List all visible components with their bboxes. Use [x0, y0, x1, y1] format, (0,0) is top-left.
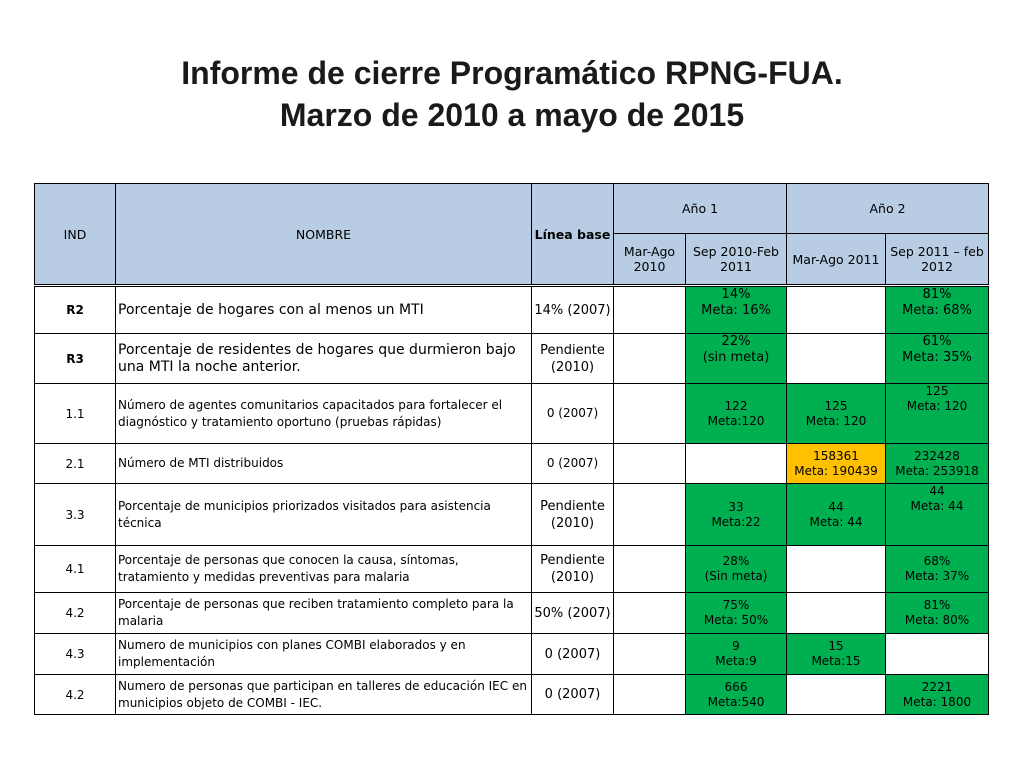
row-p2: 122 Meta:120: [686, 384, 787, 444]
report-table: [34, 183, 989, 715]
row-ind: 4.2: [35, 675, 116, 715]
row-p1: [614, 675, 686, 715]
row-p4: 44 Meta: 44: [886, 484, 989, 546]
row-p4: 81% Meta: 80%: [886, 593, 989, 634]
row-ind: 1.1: [35, 384, 116, 444]
header-year-2: Año 2: [787, 184, 989, 234]
row-ind: R3: [35, 334, 116, 384]
table-row: [35, 593, 989, 634]
row-p2: 22% (sin meta): [686, 334, 787, 384]
row-p4: 81% Meta: 68%: [886, 286, 989, 334]
row-p2: 666 Meta:540: [686, 675, 787, 715]
table-row: [35, 634, 989, 675]
table-row: [35, 444, 989, 484]
row-ind: R2: [35, 286, 116, 334]
row-ind: 4.1: [35, 546, 116, 593]
row-p1: [614, 334, 686, 384]
header-linea-base: Línea base: [532, 184, 614, 286]
row-p3: [787, 334, 886, 384]
row-p3: 44 Meta: 44: [787, 484, 886, 546]
row-p4: 125 Meta: 120: [886, 384, 989, 444]
row-p4: 232428 Meta: 253918: [886, 444, 989, 484]
row-p3: [787, 675, 886, 715]
row-ind: 3.3: [35, 484, 116, 546]
row-base: 14% (2007): [532, 286, 614, 334]
row-p1: [614, 444, 686, 484]
table-row: [35, 484, 989, 546]
table-row: [35, 546, 989, 593]
header-period-2: Sep 2010-Feb 2011: [686, 234, 787, 286]
table-row: [35, 286, 989, 334]
row-p3: 158361 Meta: 190439: [787, 444, 886, 484]
row-p1: [614, 546, 686, 593]
row-nombre: Porcentaje de residentes de hogares que durmieron bajo una MTI la noche anterior.: [116, 334, 532, 384]
row-nombre: Número de agentes comunitarios capacitados para fortalecer el diagnóstico y tratamiento oportuno (pruebas rápidas): [116, 384, 532, 444]
row-p3: [787, 286, 886, 334]
row-nombre: Numero de personas que participan en talleres de educación IEC en municipios objeto de COMBI - IEC.: [116, 675, 532, 715]
row-p2: 28% (Sin meta): [686, 546, 787, 593]
row-nombre: Porcentaje de hogares con al menos un MTI: [116, 286, 532, 334]
row-p2: 75% Meta: 50%: [686, 593, 787, 634]
row-nombre: Numero de municipios con planes COMBI elaborados y en implementación: [116, 634, 532, 675]
row-p2: 33 Meta:22: [686, 484, 787, 546]
table-row: [35, 675, 989, 715]
row-ind: 4.2: [35, 593, 116, 634]
header-ind: IND: [35, 184, 116, 286]
row-p3: [787, 546, 886, 593]
header-period-4: Sep 2011 – feb 2012: [886, 234, 989, 286]
header-year-1: Año 1: [614, 184, 787, 234]
row-p1: [614, 593, 686, 634]
row-base: 0 (2007): [532, 384, 614, 444]
header-period-1: Mar-Ago 2010: [614, 234, 686, 286]
row-base: Pendiente (2010): [532, 484, 614, 546]
row-nombre: Porcentaje de municipios priorizados visitados para asistencia técnica: [116, 484, 532, 546]
row-p4: 61% Meta: 35%: [886, 334, 989, 384]
row-p1: [614, 286, 686, 334]
header-period-3: Mar-Ago 2011: [787, 234, 886, 286]
row-base: 0 (2007): [532, 634, 614, 675]
row-nombre: Porcentaje de personas que conocen la causa, síntomas, tratamiento y medidas preventivas para malaria: [116, 546, 532, 593]
header-nombre: NOMBRE: [116, 184, 532, 286]
row-p1: [614, 634, 686, 675]
table-row: [35, 334, 989, 384]
row-p1: [614, 384, 686, 444]
row-p4: [886, 634, 989, 675]
row-nombre: Número de MTI distribuidos: [116, 444, 532, 484]
page-title: [0, 52, 1024, 136]
row-p4: 2221 Meta: 1800: [886, 675, 989, 715]
row-base: Pendiente (2010): [532, 334, 614, 384]
row-p2: 14% Meta: 16%: [686, 286, 787, 334]
row-base: Pendiente (2010): [532, 546, 614, 593]
row-p3: 125 Meta: 120: [787, 384, 886, 444]
row-ind: 2.1: [35, 444, 116, 484]
row-p3: [787, 593, 886, 634]
title-line-1: Informe de cierre Programático RPNG-FUA.: [181, 55, 843, 91]
row-base: 0 (2007): [532, 444, 614, 484]
title-line-2: Marzo de 2010 a mayo de 2015: [279, 97, 745, 133]
row-p1: [614, 484, 686, 546]
row-base: 0 (2007): [532, 675, 614, 715]
row-base: 50% (2007): [532, 593, 614, 634]
table-row: [35, 384, 989, 444]
row-p2: 9 Meta:9: [686, 634, 787, 675]
row-p2: [686, 444, 787, 484]
row-nombre: Porcentaje de personas que reciben tratamiento completo para la malaria: [116, 593, 532, 634]
row-ind: 4.3: [35, 634, 116, 675]
row-p4: 68% Meta: 37%: [886, 546, 989, 593]
row-p3: 15 Meta:15: [787, 634, 886, 675]
